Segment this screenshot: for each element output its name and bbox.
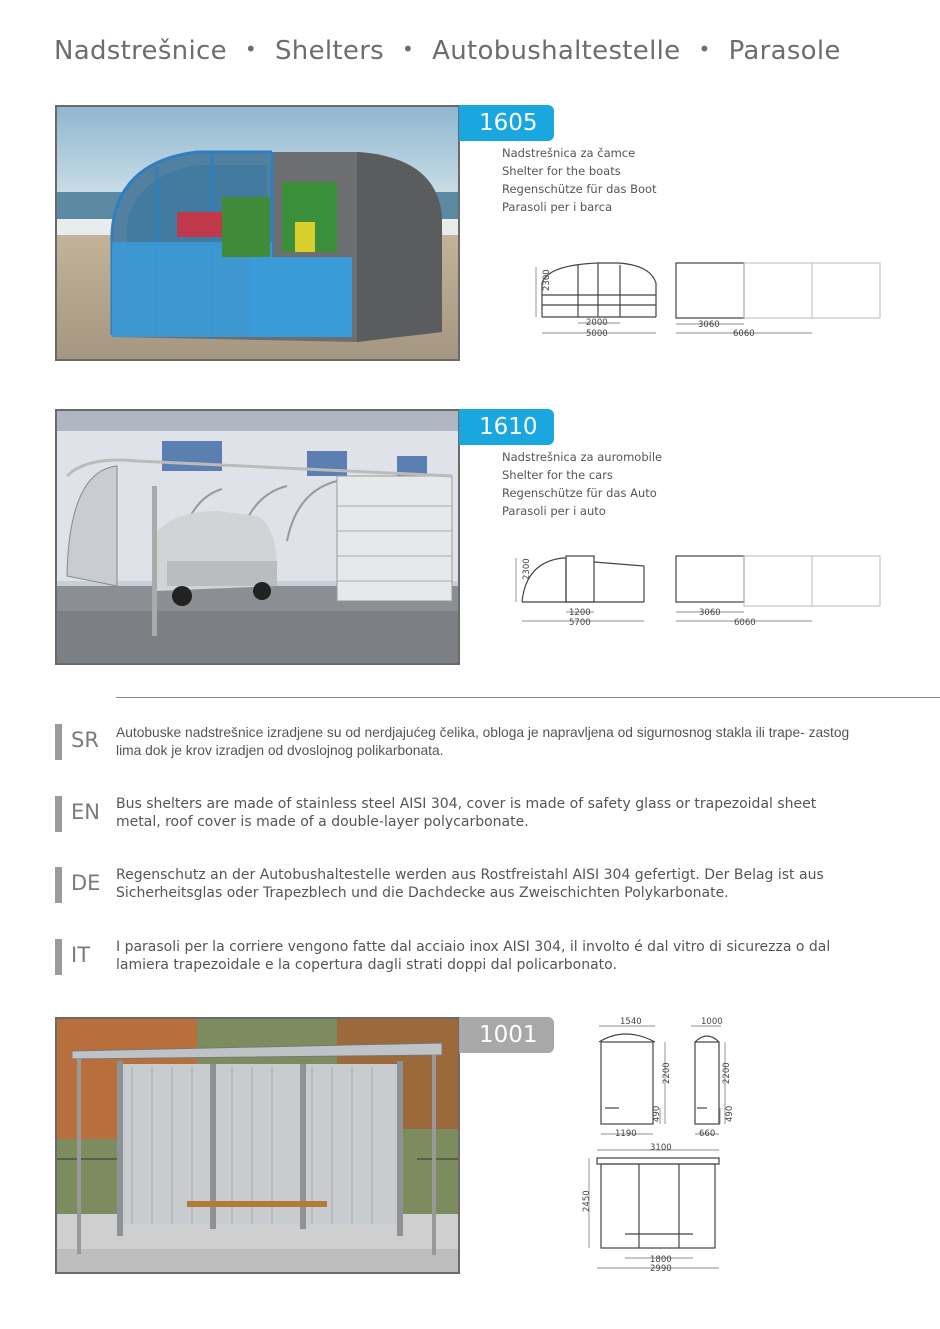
title-part-it: Parasole <box>728 36 841 66</box>
dim-extended: 6060 <box>734 618 756 628</box>
product-code-badge-1001: 1001 <box>459 1017 554 1053</box>
dim-base-a: 1190 <box>615 1129 637 1139</box>
title-separator: • <box>244 37 257 61</box>
bus-shelter-illustration <box>57 1019 458 1272</box>
dim-bench-width: 1800 <box>650 1255 672 1265</box>
description-line-it: Parasoli per i barca <box>502 200 613 214</box>
language-marker-bar <box>55 867 62 903</box>
description-line-it: Parasoli per i auto <box>502 504 606 518</box>
section-divider <box>116 697 940 698</box>
description-line-de: Regenschütze für das Auto <box>502 486 657 500</box>
product-code-badge-1605: 1605 <box>459 105 554 141</box>
product-description-1610 <box>502 448 662 520</box>
language-code: IT <box>71 943 91 967</box>
dim-top-a: 1540 <box>620 1017 642 1027</box>
bus-shelter-dimension-drawing <box>575 1012 755 1277</box>
description-text: Bus shelters are made of stainless steel AISI 304, cover is made of safety glass or trapezoidal sheet metal, roof cover is made of a double-layer polycarbonate. <box>116 796 817 830</box>
bus-shelter-photo <box>55 1017 460 1274</box>
page-title <box>54 36 841 66</box>
description-line-de: Regenschütze für das Boot <box>502 182 657 196</box>
dim-width: 3100 <box>650 1143 672 1153</box>
product-description-1605 <box>502 144 657 216</box>
description-line-sr: Nadstrešnica za auromobile <box>502 450 663 464</box>
language-code: SR <box>71 728 99 752</box>
dim-bench-b: 490 <box>725 1105 735 1122</box>
dim-height-a: 2200 <box>662 1062 672 1084</box>
language-marker-bar <box>55 724 62 760</box>
car-shelter-photo <box>55 409 460 665</box>
description-line-sr: Nadstrešnica za čamce <box>502 146 636 160</box>
language-marker-bar <box>55 796 62 832</box>
dim-height: 2450 <box>582 1190 592 1212</box>
description-line-en: Shelter for the cars <box>502 468 613 482</box>
product-code-badge-1610: 1610 <box>459 409 554 445</box>
dim-bench-a: 490 <box>652 1105 662 1122</box>
boat-shelter-dimension-drawing <box>528 255 888 340</box>
dim-module: 2000 <box>586 318 608 328</box>
dim-total: 2990 <box>650 1264 672 1274</box>
title-part-sr: Nadstrešnice <box>54 36 227 66</box>
dim-base-b: 660 <box>699 1129 716 1139</box>
car-shelter-illustration <box>57 411 458 663</box>
description-text: Autobuske nadstrešnice izradjene su od nerdjajućeg čelika, obloga je napravljena od sigurnosnog stakla ili trape- zastog lima dok je krov izradjen od dvoslojnog polikarbonata. <box>116 725 850 758</box>
boat-shelter-illustration <box>57 107 458 359</box>
title-separator: • <box>402 37 415 61</box>
dim-length: 5000 <box>586 329 608 339</box>
description-text: Regenschutz an der Autobushaltestelle werden aus Rostfreistahl AISI 304 gefertigt. Der Belag ist aus Sicherheitsglas oder Trapezblech und die Dachdecke aus Zweischichten Polykarbonate. <box>116 867 824 901</box>
dim-extended: 6060 <box>733 329 755 339</box>
dim-top-b: 1000 <box>701 1017 723 1027</box>
title-part-de: Autobushaltestelle <box>432 36 681 66</box>
title-part-en: Shelters <box>275 36 385 66</box>
dim-module: 1200 <box>569 608 591 618</box>
title-separator: • <box>698 37 711 61</box>
car-shelter-dimension-drawing <box>508 548 888 633</box>
dim-height-b: 2200 <box>722 1062 732 1084</box>
dim-height: 2300 <box>542 269 552 291</box>
dim-length: 5700 <box>569 618 591 628</box>
language-marker-bar <box>55 939 62 975</box>
dim-depth: 3060 <box>698 320 720 330</box>
dim-depth: 3060 <box>699 608 721 618</box>
language-code: DE <box>71 871 101 895</box>
dim-height: 2300 <box>522 558 532 580</box>
boat-shelter-photo <box>55 105 460 361</box>
language-code: EN <box>71 800 100 824</box>
description-text: I parasoli per la corriere vengono fatte dal acciaio inox AISI 304, il involto é dal vitro di sicurezza o dal lamiera trapezoidale e la copertura dagli strati doppi dal policarbonato. <box>116 939 831 973</box>
description-line-en: Shelter for the boats <box>502 164 621 178</box>
